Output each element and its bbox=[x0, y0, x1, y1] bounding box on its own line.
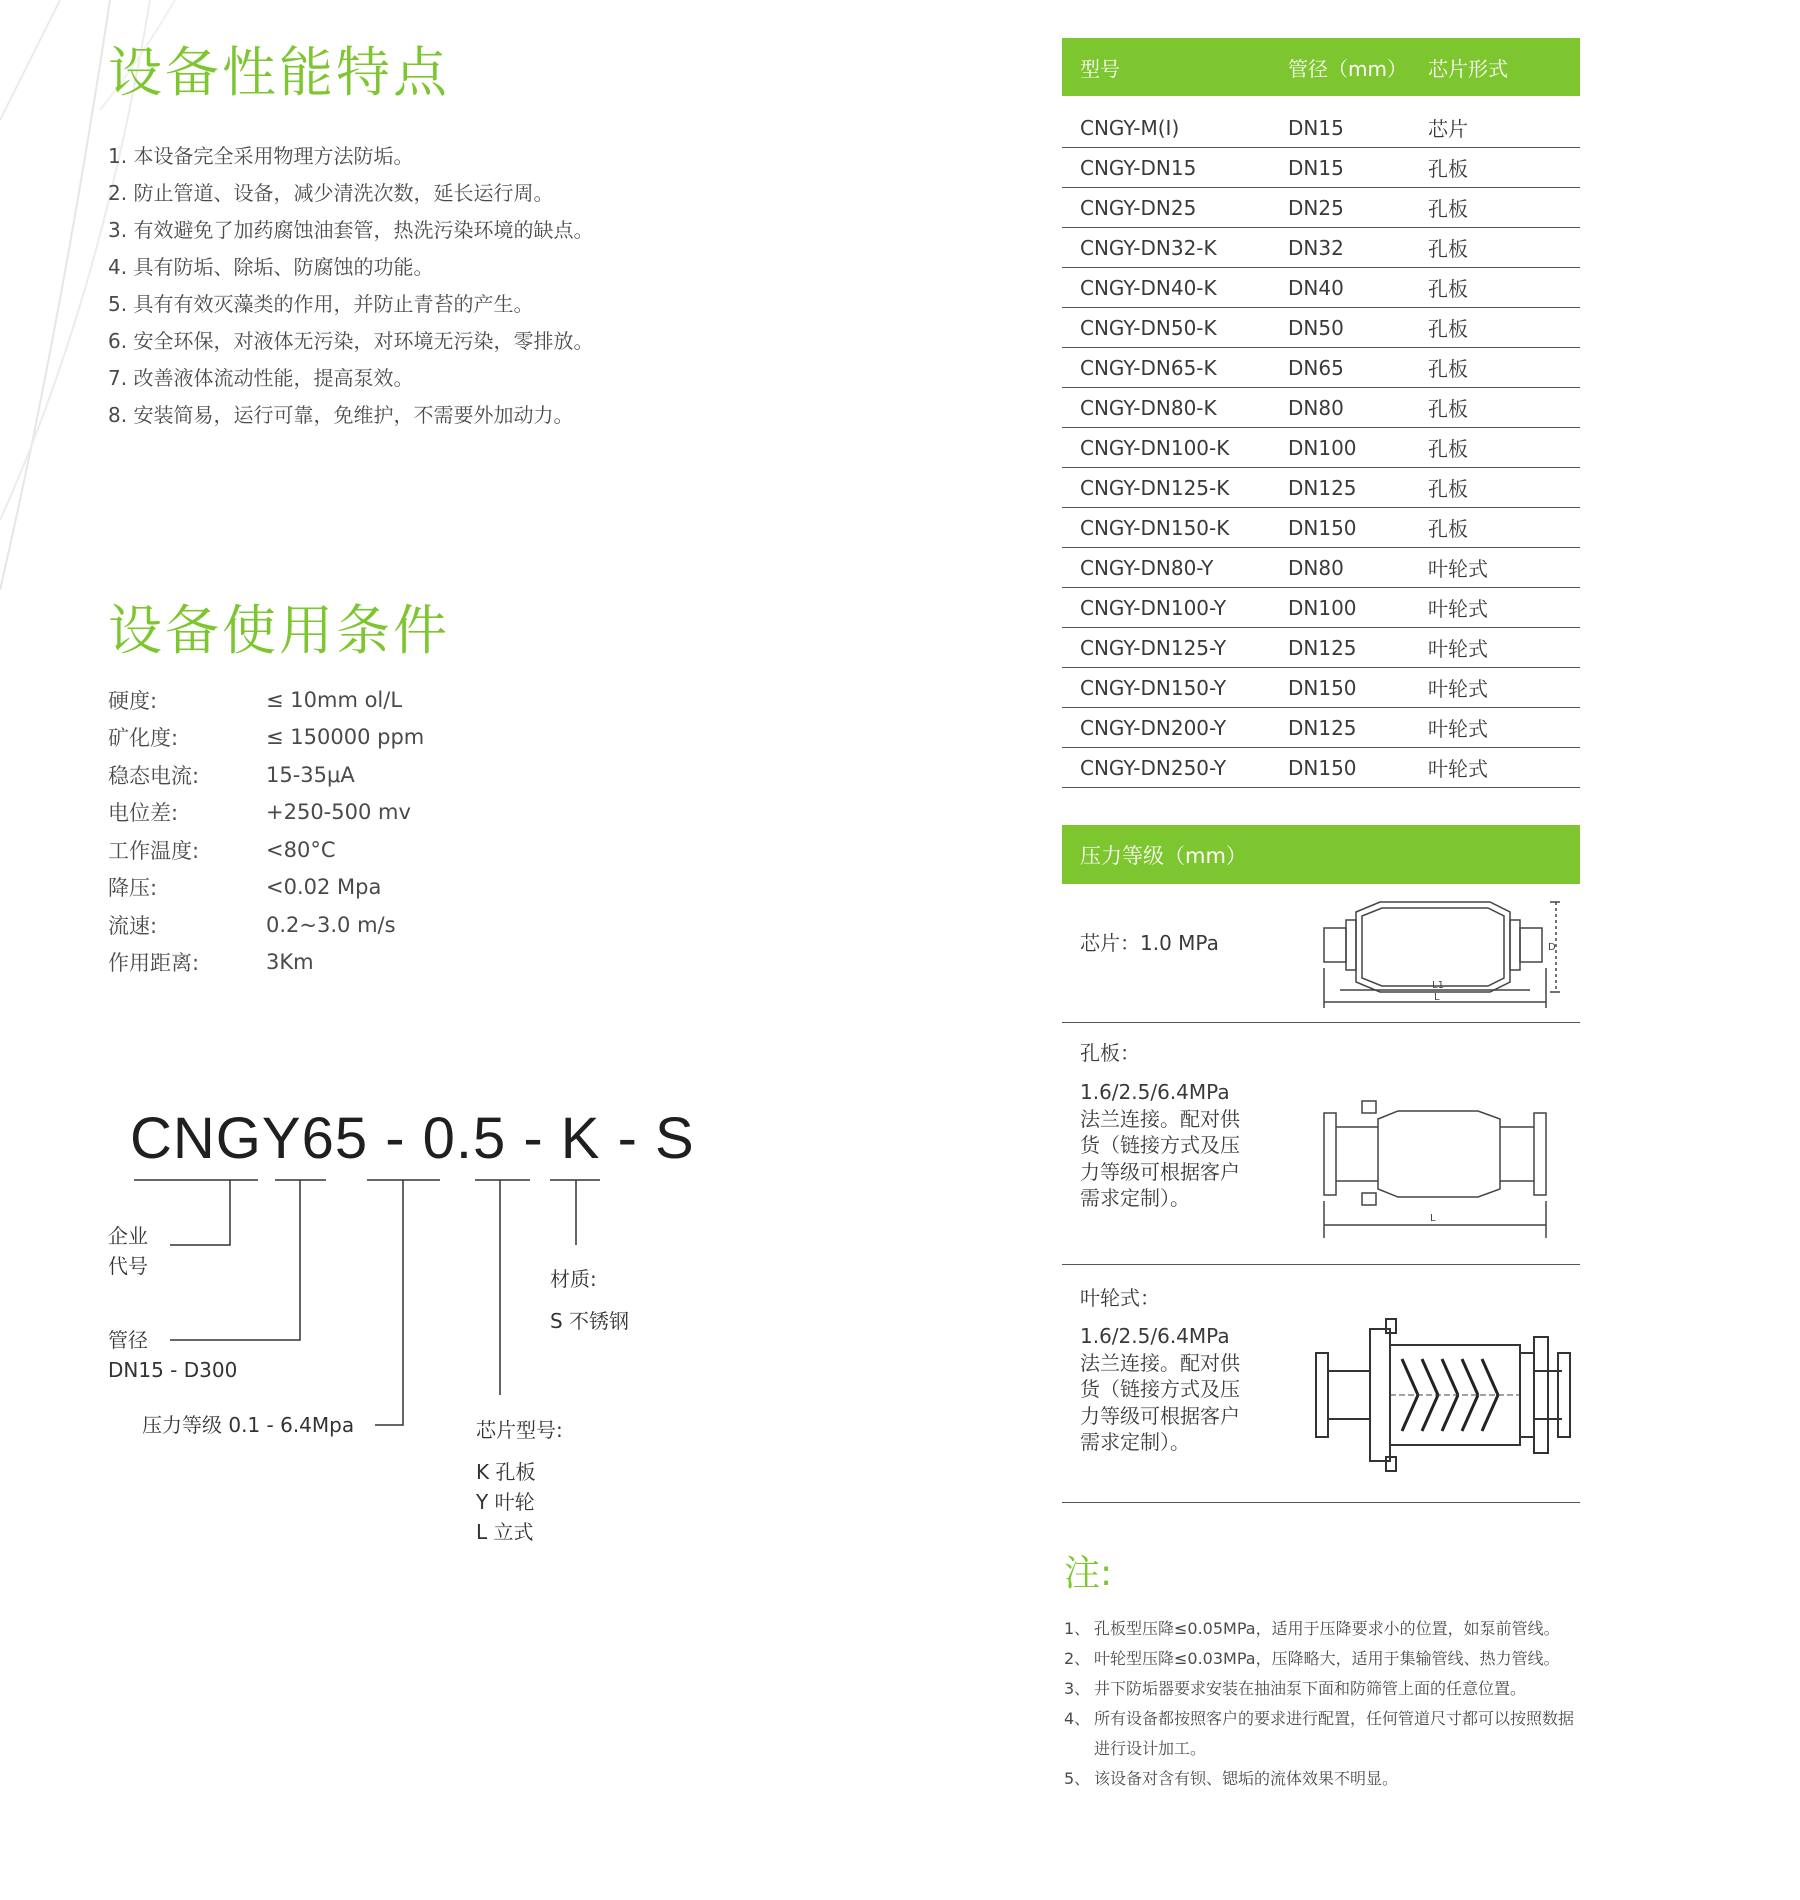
table-row bbox=[1062, 348, 1580, 388]
table-row bbox=[1062, 668, 1580, 708]
cell-diameter: DN65 bbox=[1288, 355, 1344, 380]
condition-label: 作用距离: bbox=[108, 951, 200, 976]
condition-label: 电位差: bbox=[108, 801, 179, 826]
chip-type-k: K 孔板 bbox=[476, 1460, 536, 1484]
diameter-label-title: 管径 bbox=[108, 1328, 148, 1352]
feature-item: 4. 具有防垢、除垢、防腐蚀的功能。 bbox=[108, 255, 434, 279]
pressure-grade-label: 压力等级 0.1 - 6.4Mpa bbox=[142, 1413, 355, 1437]
note-text: 叶轮型压降≤0.03MPa，压降略大，适用于集输管线、热力管线。 bbox=[1094, 1649, 1560, 1668]
impeller-description: 1.6/2.5/6.4MPa 法兰连接。配对供货（链接方式及压力等级可根据客户需求定制）。 bbox=[1080, 1324, 1240, 1454]
condition-value: <80°C bbox=[266, 837, 336, 862]
cell-chip-form: 孔板 bbox=[1428, 517, 1468, 541]
table-row bbox=[1062, 308, 1580, 348]
orifice-device-drawing bbox=[1318, 1093, 1558, 1243]
note-item bbox=[1064, 1674, 1584, 1704]
chip-device-drawing bbox=[1320, 898, 1560, 1008]
condition-value: 3Km bbox=[266, 950, 314, 975]
diameter-range: DN15 - D300 bbox=[108, 1358, 238, 1382]
table-row bbox=[1062, 388, 1580, 428]
condition-value: 0.2~3.0 m/s bbox=[266, 912, 396, 937]
cell-diameter: DN150 bbox=[1288, 755, 1357, 780]
cell-chip-form: 叶轮式 bbox=[1428, 757, 1488, 781]
feature-item: 5. 具有有效灭藻类的作用，并防止青苔的产生。 bbox=[108, 292, 534, 316]
spec-table bbox=[1062, 38, 1580, 788]
feature-item: 1. 本设备完全采用物理方法防垢。 bbox=[108, 144, 414, 168]
note-item bbox=[1064, 1614, 1584, 1644]
cell-diameter: DN150 bbox=[1288, 515, 1357, 540]
note-text: 井下防垢器要求安装在抽油泵下面和防筛管上面的任意位置。 bbox=[1094, 1679, 1527, 1698]
table-row bbox=[1062, 268, 1580, 308]
features-title: 设备性能特点 bbox=[108, 41, 450, 104]
cell-diameter: DN100 bbox=[1288, 595, 1357, 620]
chip-type-label bbox=[476, 1415, 563, 1547]
cell-diameter: DN80 bbox=[1288, 395, 1344, 420]
orifice-dim-l: L bbox=[1430, 1213, 1436, 1224]
chip-type-y: Y 叶轮 bbox=[476, 1490, 535, 1514]
notes-title: 注: bbox=[1064, 1553, 1113, 1594]
table-row bbox=[1062, 108, 1580, 148]
cell-chip-form: 孔板 bbox=[1428, 317, 1468, 341]
cell-diameter: DN40 bbox=[1288, 275, 1344, 300]
cell-model: CNGY-DN50-K bbox=[1080, 315, 1217, 340]
cell-chip-form: 孔板 bbox=[1428, 277, 1468, 301]
cell-diameter: DN25 bbox=[1288, 195, 1344, 220]
condition-label: 工作温度: bbox=[108, 838, 200, 863]
cell-model: CNGY-DN200-Y bbox=[1080, 715, 1227, 740]
cell-model: CNGY-DN80-Y bbox=[1080, 555, 1214, 580]
material-title: 材质: bbox=[550, 1267, 597, 1291]
feature-item: 3. 有效避免了加药腐蚀油套管，热洗污染环境的缺点。 bbox=[108, 218, 594, 242]
feature-item: 2. 防止管道、设备，减少清洗次数，延长运行周。 bbox=[108, 181, 554, 205]
pressure-section bbox=[1062, 825, 1580, 1503]
cell-model: CNGY-DN125-K bbox=[1080, 475, 1230, 500]
note-number: 5、 bbox=[1064, 1769, 1091, 1788]
cell-model: CNGY-DN100-Y bbox=[1080, 595, 1227, 620]
condition-value: ≤ 10mm ol/L bbox=[266, 687, 403, 712]
cell-diameter: DN150 bbox=[1288, 675, 1357, 700]
condition-label: 矿化度: bbox=[108, 726, 179, 751]
cell-chip-form: 孔板 bbox=[1428, 197, 1468, 221]
condition-label: 降压: bbox=[108, 876, 158, 901]
note-text: 孔板型压降≤0.05MPa，适用于压降要求小的位置，如泵前管线。 bbox=[1094, 1619, 1560, 1638]
condition-label: 稳态电流: bbox=[108, 763, 200, 788]
cell-model: CNGY-M(I) bbox=[1080, 115, 1180, 140]
header-model: 型号 bbox=[1080, 56, 1120, 81]
feature-item: 8. 安装简易，运行可靠，免维护，不需要外加动力。 bbox=[108, 403, 574, 427]
note-number: 1、 bbox=[1064, 1619, 1091, 1638]
cell-chip-form: 叶轮式 bbox=[1428, 557, 1488, 581]
cell-diameter: DN15 bbox=[1288, 155, 1344, 180]
note-text: 该设备对含有钡、锶垢的流体效果不明显。 bbox=[1094, 1769, 1399, 1788]
cell-chip-form: 孔板 bbox=[1428, 357, 1468, 381]
note-number: 3、 bbox=[1064, 1679, 1091, 1698]
notes-list bbox=[1064, 1614, 1584, 1794]
cell-model: CNGY-DN150-K bbox=[1080, 515, 1230, 540]
pressure-header: 压力等级（mm） bbox=[1062, 825, 1580, 884]
cell-model: CNGY-DN15 bbox=[1080, 155, 1197, 180]
pressure-row-chip bbox=[1062, 884, 1580, 1023]
company-code-label-line2: 代号 bbox=[108, 1254, 148, 1278]
cell-diameter: DN32 bbox=[1288, 235, 1344, 260]
cell-model: CNGY-DN32-K bbox=[1080, 235, 1217, 260]
feature-item: 7. 改善液体流动性能，提高泵效。 bbox=[108, 366, 414, 390]
table-row bbox=[1062, 188, 1580, 228]
cell-diameter: DN125 bbox=[1288, 635, 1357, 660]
table-row bbox=[1062, 148, 1580, 188]
condition-value: ≤ 150000 ppm bbox=[266, 725, 425, 750]
condition-value: <0.02 Mpa bbox=[266, 875, 382, 900]
chip-dim-d: D bbox=[1548, 942, 1556, 953]
pressure-row-orifice bbox=[1062, 1023, 1580, 1265]
table-row bbox=[1062, 548, 1580, 588]
table-row bbox=[1062, 708, 1580, 748]
table-row bbox=[1062, 428, 1580, 468]
feature-item: 6. 安全环保，对液体无污染，对环境无污染，零排放。 bbox=[108, 329, 594, 353]
condition-label: 流速: bbox=[108, 913, 158, 938]
note-item bbox=[1064, 1764, 1584, 1794]
cell-chip-form: 孔板 bbox=[1428, 397, 1468, 421]
material-label bbox=[550, 1258, 629, 1342]
company-code-label-line1: 企业 bbox=[108, 1224, 148, 1248]
condition-label: 硬度: bbox=[108, 688, 158, 713]
condition-value: 15-35μA bbox=[266, 762, 355, 787]
note-number: 4、 bbox=[1064, 1709, 1091, 1728]
condition-value: +250-500 mv bbox=[266, 800, 411, 825]
table-row bbox=[1062, 228, 1580, 268]
impeller-label: 叶轮式： bbox=[1080, 1286, 1160, 1310]
chip-pressure-text: 芯片：1.0 MPa bbox=[1080, 931, 1219, 955]
cell-chip-form: 叶轮式 bbox=[1428, 717, 1488, 741]
chip-type-title: 芯片型号: bbox=[476, 1418, 563, 1442]
model-code: CNGY65 - 0.5 - K - S bbox=[130, 1106, 695, 1171]
note-text: 所有设备都按照客户的要求进行配置，任何管道尺寸都可以按照数据进行设计加工。 bbox=[1094, 1709, 1575, 1758]
cell-diameter: DN100 bbox=[1288, 435, 1357, 460]
spec-table-header bbox=[1062, 38, 1580, 96]
company-code-label bbox=[108, 1221, 148, 1281]
note-item bbox=[1064, 1644, 1584, 1674]
cell-diameter: DN15 bbox=[1288, 115, 1344, 140]
chip-type-l: L 立式 bbox=[476, 1520, 534, 1544]
note-item bbox=[1064, 1704, 1584, 1764]
chip-dim-l: L bbox=[1434, 992, 1440, 1003]
cell-chip-form: 孔板 bbox=[1428, 157, 1468, 181]
table-row bbox=[1062, 468, 1580, 508]
pressure-row-impeller bbox=[1062, 1265, 1580, 1503]
cell-chip-form: 叶轮式 bbox=[1428, 677, 1488, 701]
table-row bbox=[1062, 508, 1580, 548]
cell-model: CNGY-DN65-K bbox=[1080, 355, 1217, 380]
cell-chip-form: 叶轮式 bbox=[1428, 597, 1488, 621]
cell-diameter: DN50 bbox=[1288, 315, 1344, 340]
diameter-label bbox=[108, 1325, 237, 1385]
cell-diameter: DN80 bbox=[1288, 555, 1344, 580]
cell-model: CNGY-DN25 bbox=[1080, 195, 1197, 220]
cell-diameter: DN125 bbox=[1288, 715, 1357, 740]
chip-dim-l1: L1 bbox=[1432, 980, 1444, 991]
header-chip-form: 芯片形式 bbox=[1428, 56, 1508, 81]
cell-chip-form: 孔板 bbox=[1428, 437, 1468, 461]
cell-model: CNGY-DN100-K bbox=[1080, 435, 1230, 460]
cell-chip-form: 芯片 bbox=[1428, 117, 1468, 141]
cell-model: CNGY-DN150-Y bbox=[1080, 675, 1227, 700]
cell-diameter: DN125 bbox=[1288, 475, 1357, 500]
orifice-label: 孔板： bbox=[1080, 1041, 1140, 1065]
note-number: 2、 bbox=[1064, 1649, 1091, 1668]
material-value: S 不锈钢 bbox=[550, 1309, 630, 1333]
cell-chip-form: 孔板 bbox=[1428, 237, 1468, 261]
cell-model: CNGY-DN125-Y bbox=[1080, 635, 1227, 660]
cell-chip-form: 孔板 bbox=[1428, 477, 1468, 501]
cell-model: CNGY-DN250-Y bbox=[1080, 755, 1227, 780]
cell-chip-form: 叶轮式 bbox=[1428, 637, 1488, 661]
impeller-device-drawing bbox=[1310, 1315, 1572, 1475]
table-row bbox=[1062, 748, 1580, 788]
conditions-title: 设备使用条件 bbox=[108, 599, 450, 662]
table-row bbox=[1062, 628, 1580, 668]
cell-model: CNGY-DN80-K bbox=[1080, 395, 1217, 420]
table-row bbox=[1062, 588, 1580, 628]
header-diameter: 管径（mm） bbox=[1288, 56, 1407, 81]
orifice-description: 1.6/2.5/6.4MPa 法兰连接。配对供货（链接方式及压力等级可根据客户需求定制）。 bbox=[1080, 1080, 1240, 1210]
cell-model: CNGY-DN40-K bbox=[1080, 275, 1217, 300]
